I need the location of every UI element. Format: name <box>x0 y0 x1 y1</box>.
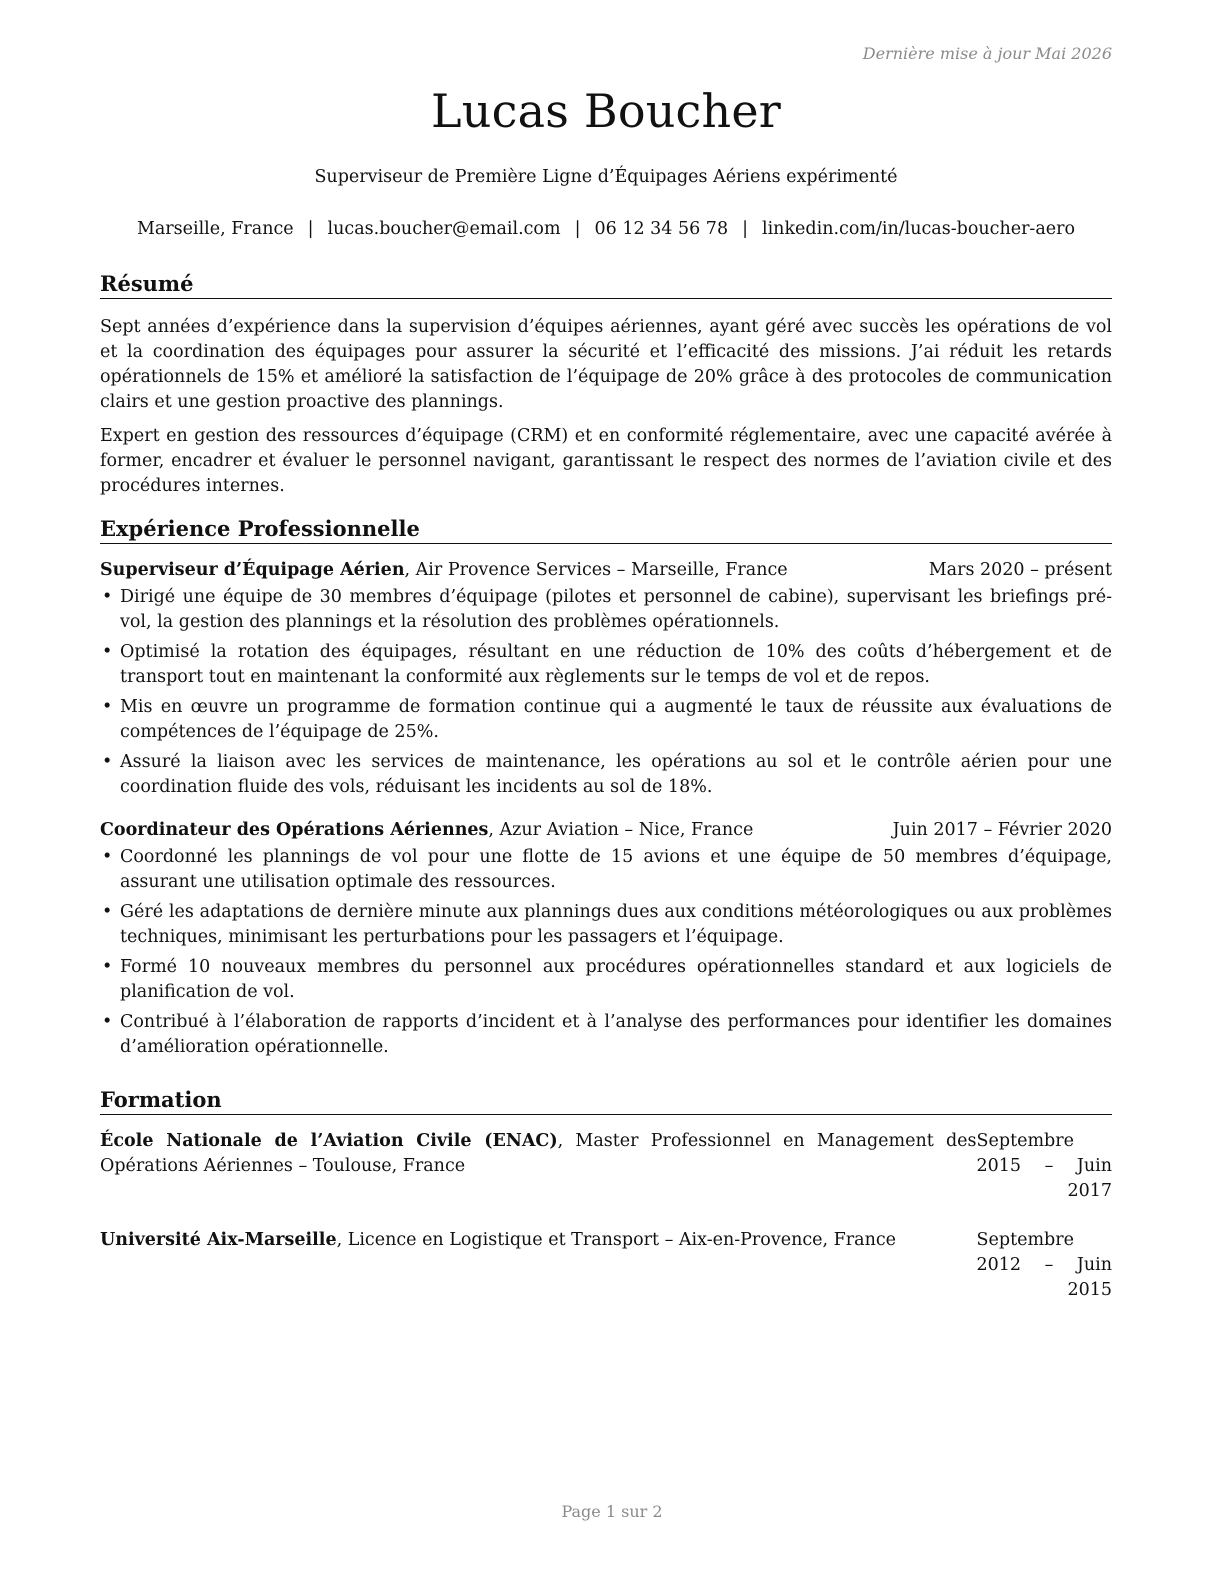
summary-title: Résumé <box>100 270 1112 299</box>
list-item <box>100 900 1112 950</box>
job-dates: Mars 2020 – présent <box>928 560 1112 580</box>
candidate-headline: Superviseur de Première Ligne d’Équipages Aériens expérimenté <box>314 167 898 187</box>
education-title: Formation <box>100 1086 1112 1115</box>
bullet-text: Coordonné les plannings de vol pour une flotte de 15 avions et une équipe de 50 membres d’équipage, assurant une utilisation optimale des ressources. <box>120 847 1112 892</box>
bullet-icon: • <box>102 697 113 717</box>
bullet-text: Optimisé la rotation des équipages, résultant en une réduction de 10% des coûts d’hébergement et de transport tout en maintenant la conformité aux règlements sur le temps de vol et de repos. <box>120 642 1112 687</box>
school-name: Université Aix-Marseille <box>100 1230 337 1250</box>
list-item <box>100 1010 1112 1060</box>
bullet-icon: • <box>102 957 113 977</box>
job-entry <box>100 558 1112 800</box>
last-update-date: Dernière mise à jour Mai 2026 <box>862 44 1112 63</box>
list-item <box>100 750 1112 800</box>
candidate-name: Lucas Boucher <box>431 84 781 138</box>
job-role: Coordinateur des Opérations Aériennes <box>100 820 489 840</box>
job-entry <box>100 818 1112 1060</box>
education-section <box>100 1086 1112 1303</box>
bullet-icon: • <box>102 752 113 772</box>
job-header <box>100 558 1112 583</box>
list-item <box>100 845 1112 895</box>
bullet-text: Mis en œuvre un programme de formation continue qui a augmenté le taux de réussite aux évaluations de compétences de l’équipage de 25%. <box>120 697 1112 742</box>
summary-paragraph-1: Sept années d’expérience dans la supervision d’équipes aériennes, ayant géré avec succès les opérations de vol et la coordination des équipages pour assurer la sécurité et l’efficacité des missions. J’ai réduit les retards opérationnels de 15% et amélioré la satisfaction de l’équipage de 20% grâce à des protocoles de communication clairs et une gestion proactive des plannings. <box>100 317 1112 412</box>
contact-linkedin[interactable]: linkedin.com/in/lucas-boucher-aero <box>761 219 1076 239</box>
degree-detail: , Master Professionnel en Management des Opérations Aériennes – Toulouse, France <box>100 1131 977 1176</box>
education-dates: Septembre 2015 – Juin 2017 <box>976 1131 1112 1201</box>
contact-location: Marseille, France <box>136 219 294 239</box>
list-item <box>100 585 1112 635</box>
contact-separator: | <box>742 219 748 239</box>
bullet-text: Dirigé une équipe de 30 membres d’équipage (pilotes et personnel de cabine), supervisant les briefings pré-vol, la gestion des plannings et la résolution des problèmes opérationnels. <box>120 587 1112 632</box>
education-entry <box>100 1129 1112 1204</box>
education-entry <box>100 1228 1112 1303</box>
education-dates: Septembre 2012 – Juin 2015 <box>976 1230 1112 1300</box>
contact-email[interactable]: lucas.boucher@email.com <box>327 219 561 239</box>
bullet-text: Contribué à l’élaboration de rapports d’incident et à l’analyse des performances pour identifier les domaines d’amélioration opérationnelle. <box>120 1012 1112 1057</box>
bullet-icon: • <box>102 847 113 867</box>
bullet-icon: • <box>102 1012 113 1032</box>
contact-line <box>100 219 1112 239</box>
bullet-icon: • <box>102 642 113 662</box>
job-header <box>100 818 1112 843</box>
contact-separator: | <box>307 219 314 239</box>
contact-phone: 06 12 34 56 78 <box>594 219 729 239</box>
job-organization: , Air Provence Services – Marseille, France <box>404 560 788 580</box>
bullet-icon: • <box>102 587 113 607</box>
bullet-text: Géré les adaptations de dernière minute aux plannings dues aux conditions météorologiques ou aux problèmes techniques, minimisant les perturbations pour les passagers et l’équipage. <box>120 902 1112 947</box>
job-bullets <box>100 585 1112 800</box>
job-dates: Juin 2017 – Février 2020 <box>892 820 1112 840</box>
school-name: École Nationale de l’Aviation Civile (ENAC) <box>100 1131 558 1151</box>
contact-separator: | <box>574 219 581 239</box>
job-role: Superviseur d’Équipage Aérien <box>100 560 405 580</box>
experience-section <box>100 515 1112 1065</box>
experience-title: Expérience Professionnelle <box>100 515 1112 544</box>
bullet-text: Assuré la liaison avec les services de maintenance, les opérations au sol et le contrôle aérien pour une coordination fluide des vols, réduisant les incidents au sol de 18%. <box>120 752 1112 797</box>
list-item <box>100 640 1112 690</box>
job-bullets <box>100 845 1112 1060</box>
bullet-text: Formé 10 nouveaux membres du personnel aux procédures opérationnelles standard et aux logiciels de planification de vol. <box>120 957 1112 1002</box>
degree-detail: , Licence en Logistique et Transport – Aix-en-Provence, France <box>336 1230 896 1250</box>
job-organization: , Azur Aviation – Nice, France <box>488 820 754 840</box>
page-number: Page 1 sur 2 <box>561 1502 663 1521</box>
list-item <box>100 695 1112 745</box>
summary-paragraph-2: Expert en gestion des ressources d’équipage (CRM) et en conformité réglementaire, avec une capacité avérée à former, encadrer et évaluer le personnel navigant, garantissant le respect des normes de l’aviation civile et des procédures internes. <box>100 426 1112 496</box>
bullet-icon: • <box>102 902 113 922</box>
summary-section <box>100 270 1112 499</box>
list-item <box>100 955 1112 1005</box>
